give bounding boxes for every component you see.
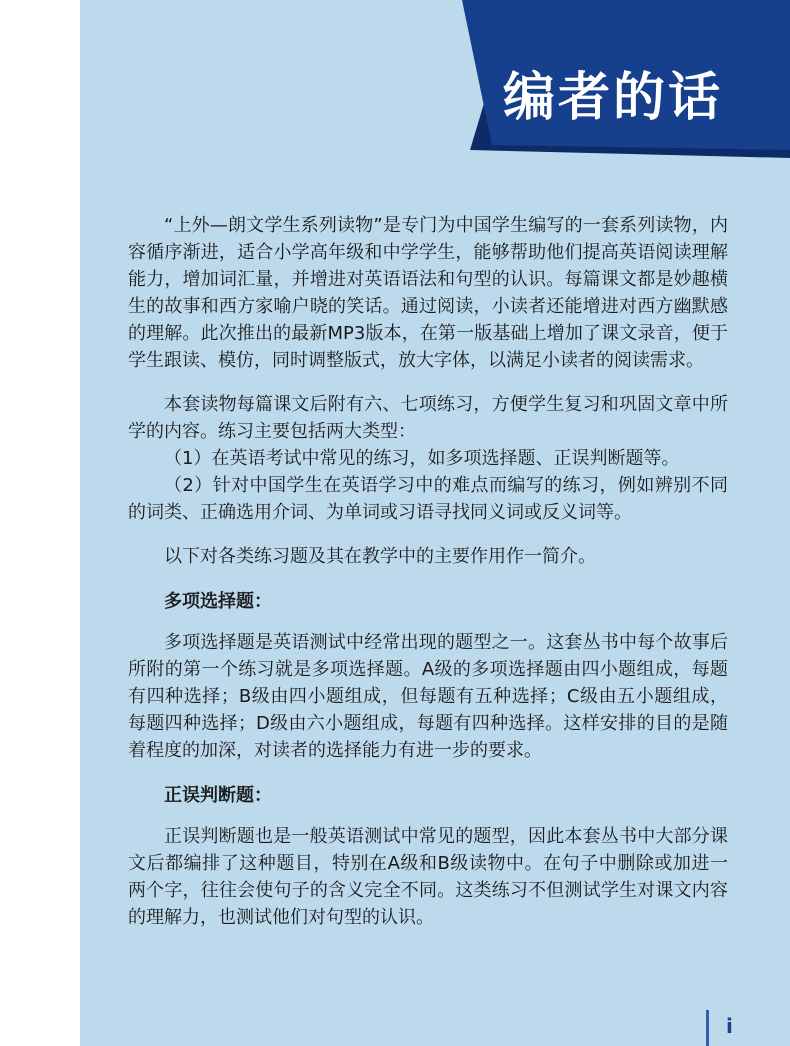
true-false-paragraph: 正误判断题也是一般英语测试中常见的题型，因此本套丛书中大部分课文后都编排了这种题目，特别在A级和B级读物中。在句子中删除或加进一两个字，往往会使句子的含义完全不同。这类练习不但测试学生对课文内容的理解力，也测试他们对句型的认识。 — [128, 826, 728, 928]
page-number-rule — [706, 1010, 709, 1046]
exercise-type-2: （2）针对中国学生在英语学习中的难点而编写的练习，例如辨别不同的词类、正确选用介词、为单词或习语寻找同义词或反义词等。 — [128, 475, 728, 523]
page-title: 编者的话 — [503, 68, 724, 128]
intro-paragraph-1: “上外—朗文学生系列读物”是专门为中国学生编写的一套系列读物，内容循序渐进，适合小学高年级和中学学生，能够帮助他们提高英语阅读理解能力，增加词汇量，并增进对英语语法和句型的认识。每篇课文都是妙趣横生的故事和西方家喻户晓的笑话。通过阅读，小读者还能增进对西方幽默感的理解。此次推出的最新MP3版本，在第一版基础上增加了课文录音，便于学生跟读、模仿，同时调整版式，放大字体，以满足小读者的阅读需求。 — [128, 215, 728, 371]
article-body — [128, 212, 728, 931]
section-heading-multiple-choice: 多项选择题： — [164, 591, 272, 612]
multiple-choice-paragraph: 多项选择题是英语测试中经常出现的题型之一。这套丛书中每个故事后所附的第一个练习就是多项选择题。A级的多项选择题由四小题组成，每题有四种选择；B级由四小题组成，但每题有五种选择；C级由五小题组成，每题四种选择；D级由六小题组成，每题有四种选择。这样安排的目的是随着程度的加深，对读者的选择能力有进一步的要求。 — [128, 632, 728, 761]
intro-paragraph-3: 以下对各类练习题及其在教学中的主要作用作一简介。 — [164, 546, 596, 567]
exercise-type-1: （1）在英语考试中常见的练习，如多项选择题、正误判断题等。 — [164, 448, 680, 469]
section-heading-true-false: 正误判断题： — [164, 785, 272, 806]
page-number: i — [726, 1014, 733, 1038]
intro-paragraph-2: 本套读物每篇课文后附有六、七项练习，方便学生复习和巩固文章中所学的内容。练习主要包括两大类型： — [128, 394, 728, 442]
